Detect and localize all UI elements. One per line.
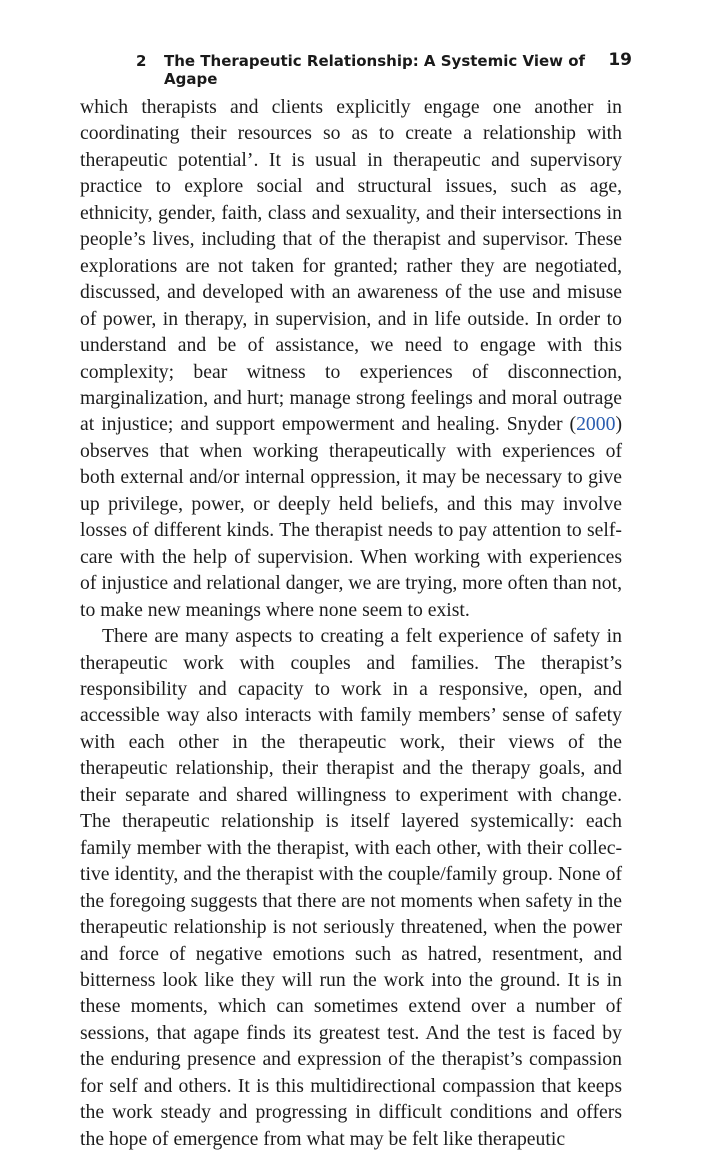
paragraph-1: [80, 94, 622, 623]
citation-link-snyder-2000[interactable]: 2000: [576, 413, 616, 436]
paragraph-2: There are many aspects to creating a felt experience of safety in therapeutic work with couples and families. The therapist’s responsibility and capacity to work in a responsive, open, and accessible way also interacts with family members’ sense of safety with each other in the therapeutic work, their views of the therapeutic relationship, their therapist and the therapy goals, and their separate and shared willingness to experiment with change. The therapeutic relationship is itself layered systemically: each family member with the therapist, with each other, with their collective identity, and the therapist with the couple/family group. None of the foregoing suggests that there are not moments when safety in the therapeutic relationship is not seriously threatened, when the power and force of negative emotions such as hatred, resentment, and bitterness look like they will run the work into the ground. It is in these moments, which can sometimes extend over a number of sessions, that agape finds its greatest test. And the test is faced by the enduring presence and expression of the therapist’s compassion for self and others. It is this multidirectional compassion that keeps the work steady and progressing in difficult conditions and offers the hope of emergence from what may be felt like therapeutic: [80, 625, 622, 1150]
chapter-title: The Therapeutic Relationship: A Systemic View of Agape: [164, 52, 586, 88]
running-head: [80, 50, 632, 88]
chapter-number: 2: [136, 52, 147, 70]
paragraph-1-text-before-citation: which therapists and clients explicitly engage one another in coordinating their resources so as to create a relationship with therapeutic potential’. It is usual in therapeutic and supervisory practice to explore social and structural issues, such as age, ethnicity, gender, faith, class and sexuality, and their intersections in people’s lives, including that of the therapist and supervisor. These explorations are not taken for granted; rather they are negotiated, discussed, and developed with an awareness of the use and misuse of power, in therapy, in supervision, and in life outside. In order to understand and be of assistance, we need to engage with this complexity; bear witness to experiences of disconnection, marginalization, and hurt; manage strong feelings and moral outrage at injustice; and support empowerment and healing. Snyder (: [80, 96, 622, 436]
paragraph-1-text-after-citation: ) observes that when working therapeutically with experiences of both external and/or internal oppression, it may be necessary to give up privilege, power, or deeply held beliefs, and this may involve losses of different kinds. The therapist needs to pay attention to self-care with the help of supervision. When working with experiences of injustice and relational danger, we are trying, more often than not, to make new meanings where none seem to exist.: [80, 413, 622, 621]
body-text: [80, 94, 622, 1152]
page-number: 19: [608, 50, 632, 70]
